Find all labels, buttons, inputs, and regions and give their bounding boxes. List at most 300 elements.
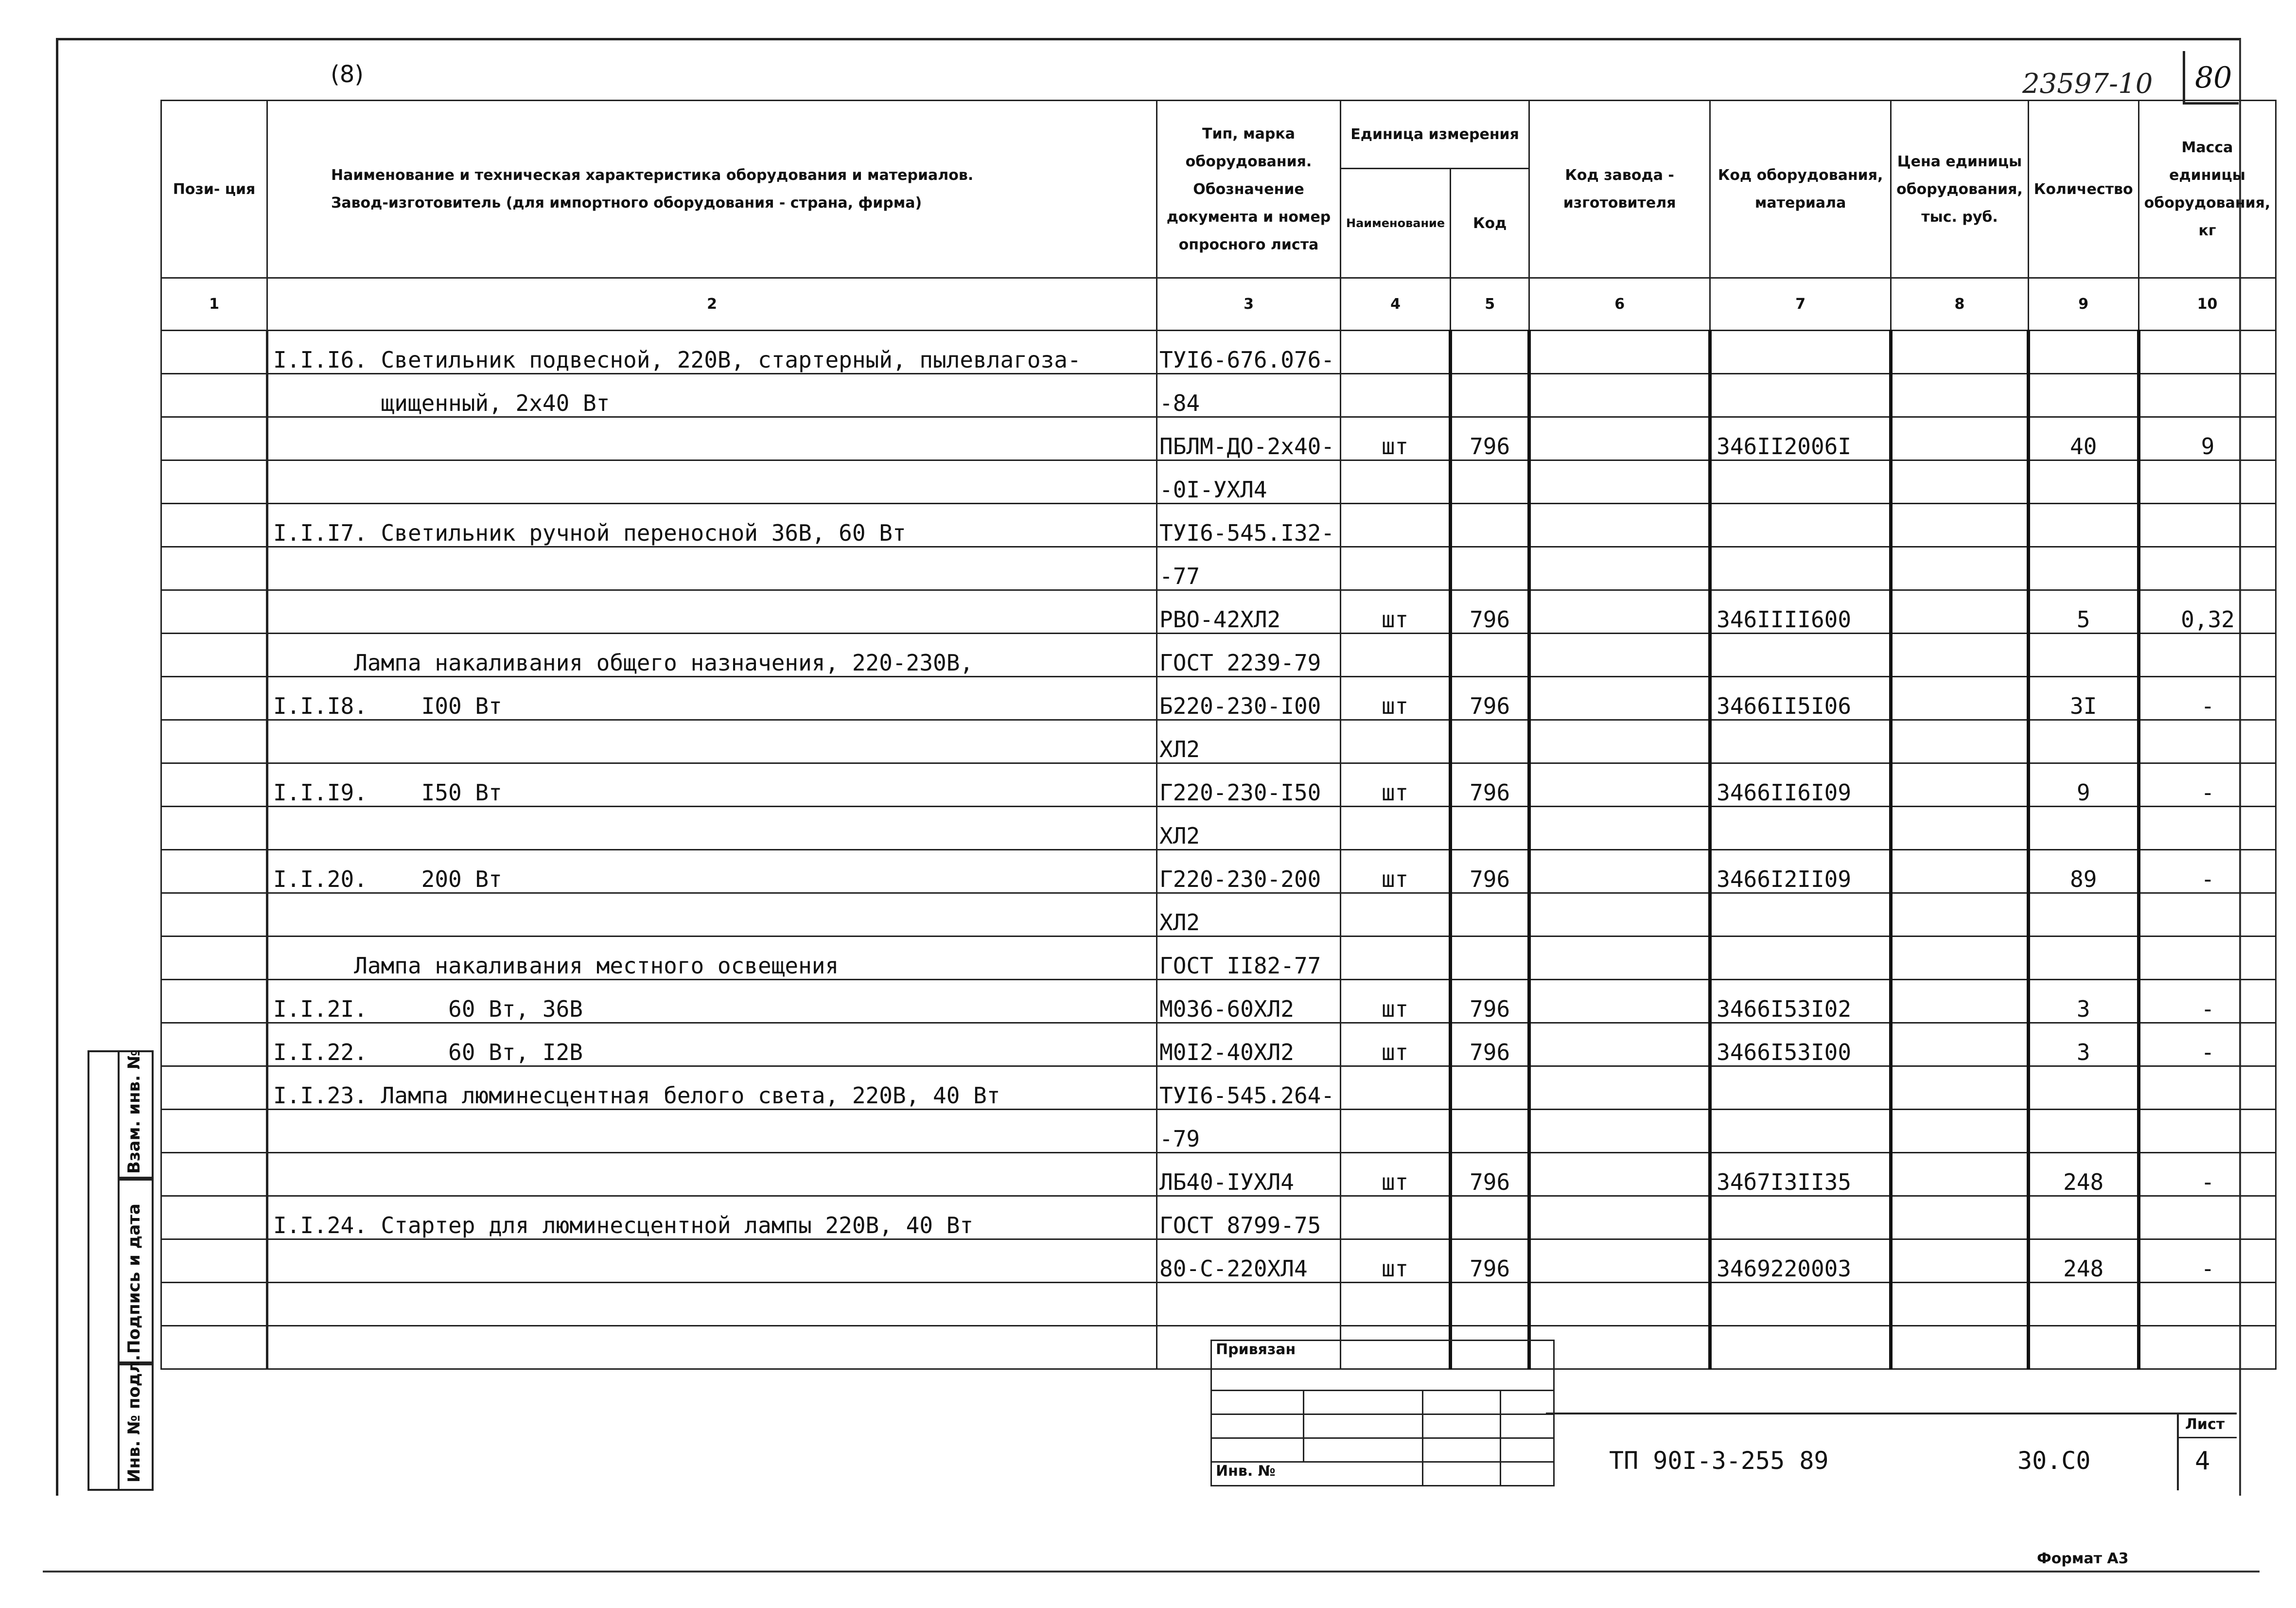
cell-equipment-code bbox=[1710, 807, 1891, 850]
cell-mass bbox=[2138, 460, 2276, 504]
cell-unit: шт bbox=[1341, 980, 1451, 1023]
cell-price bbox=[1891, 1283, 2029, 1326]
header-unit-name: Наименование bbox=[1341, 169, 1451, 278]
cell-name bbox=[267, 590, 1157, 634]
cell-unit-code: 796 bbox=[1451, 677, 1529, 720]
cell-equipment-code bbox=[1710, 504, 1891, 547]
cell-type: -84 bbox=[1157, 374, 1341, 417]
cell-price bbox=[1891, 980, 2029, 1023]
cell-equipment-code bbox=[1710, 460, 1891, 504]
cell-unit-code bbox=[1451, 460, 1529, 504]
cell-qty: 3 bbox=[2028, 980, 2138, 1023]
cell-pos bbox=[161, 460, 267, 504]
col-num-4: 4 bbox=[1341, 278, 1451, 331]
table-row bbox=[161, 1196, 2276, 1239]
cell-mass: - bbox=[2138, 1023, 2276, 1066]
side-stamp-column bbox=[88, 1050, 120, 1491]
header-factory-code: Код завода - изготовителя bbox=[1529, 101, 1710, 278]
cell-factory-code bbox=[1529, 634, 1710, 677]
cell-type: 80-С-220ХЛ4 bbox=[1157, 1239, 1341, 1283]
cell-mass bbox=[2138, 807, 2276, 850]
cell-equipment-code bbox=[1710, 720, 1891, 763]
table-row bbox=[161, 1283, 2276, 1326]
side-stamp-inv-podl bbox=[118, 1354, 154, 1491]
cell-name: щищенный, 2х40 Вт bbox=[267, 374, 1157, 417]
cell-pos bbox=[161, 763, 267, 807]
cell-equipment-code bbox=[1710, 374, 1891, 417]
cell-unit-code bbox=[1451, 1196, 1529, 1239]
stamp-cell bbox=[1211, 1414, 1304, 1438]
cell-mass bbox=[2138, 504, 2276, 547]
cell-pos bbox=[161, 590, 267, 634]
cell-equipment-code: 346IIII600 bbox=[1710, 590, 1891, 634]
cell-mass bbox=[2138, 1066, 2276, 1110]
cell-mass: 9 bbox=[2138, 417, 2276, 460]
cell-factory-code bbox=[1529, 547, 1710, 590]
cell-qty bbox=[2028, 1196, 2138, 1239]
side-label-sign-date: Подпись и дата bbox=[124, 1203, 144, 1354]
cell-unit bbox=[1341, 1066, 1451, 1110]
cell-factory-code bbox=[1529, 850, 1710, 893]
cell-equipment-code bbox=[1710, 1066, 1891, 1110]
table-row bbox=[161, 893, 2276, 937]
cell-type: ГОСТ 8799-75 bbox=[1157, 1196, 1341, 1239]
sheet-number: 4 bbox=[2195, 1447, 2210, 1476]
col-num-7: 7 bbox=[1710, 278, 1891, 331]
cell-equipment-code bbox=[1710, 1110, 1891, 1153]
col-num-5: 5 bbox=[1451, 278, 1529, 331]
stamp-cell bbox=[1304, 1438, 1423, 1462]
table-row bbox=[161, 417, 2276, 460]
top-left-number: (8) bbox=[331, 61, 364, 88]
cell-equipment-code: 346II2006I bbox=[1710, 417, 1891, 460]
cell-name bbox=[267, 807, 1157, 850]
header-qty: Количество bbox=[2028, 101, 2138, 278]
cell-type: ТУI6-545.264- bbox=[1157, 1066, 1341, 1110]
cell-qty: 40 bbox=[2028, 417, 2138, 460]
cell-pos bbox=[161, 504, 267, 547]
stamp-cell bbox=[1501, 1438, 1554, 1462]
header-mass: Масса единицы оборудования, кг bbox=[2138, 101, 2276, 278]
format-label: Формат А3 bbox=[2037, 1550, 2129, 1567]
cell-type: ГОСТ 2239-79 bbox=[1157, 634, 1341, 677]
header-type: Тип, марка оборудования. Обозначение документа и номер опросного листа bbox=[1157, 101, 1341, 278]
table-row bbox=[161, 807, 2276, 850]
stamp-cell bbox=[1304, 1391, 1423, 1414]
cell-unit: шт bbox=[1341, 850, 1451, 893]
table-row bbox=[161, 1110, 2276, 1153]
cell-price bbox=[1891, 547, 2029, 590]
cell-name: I.I.I9. I50 Вт bbox=[267, 763, 1157, 807]
side-label-inv-podl: Инв. № подл. bbox=[124, 1354, 144, 1483]
cell-name: I.I.22. 60 Вт, I2В bbox=[267, 1023, 1157, 1066]
cell-unit-code: 796 bbox=[1451, 1239, 1529, 1283]
cell-name: I.I.20. 200 Вт bbox=[267, 850, 1157, 893]
stamp-cell bbox=[1423, 1391, 1501, 1414]
table-row bbox=[161, 634, 2276, 677]
cell-equipment-code: 34б7I3II35 bbox=[1710, 1153, 1891, 1196]
cell-mass bbox=[2138, 893, 2276, 937]
cell-price bbox=[1891, 1196, 2029, 1239]
cell-unit bbox=[1341, 1110, 1451, 1153]
cell-type: ТУI6-676.076- bbox=[1157, 331, 1341, 374]
cell-price bbox=[1891, 417, 2029, 460]
cell-qty bbox=[2028, 807, 2138, 850]
table-row bbox=[161, 504, 2276, 547]
col-num-1: 1 bbox=[161, 278, 267, 331]
cell-unit: шт bbox=[1341, 1153, 1451, 1196]
cell-equipment-code: 3466II6I09 bbox=[1710, 763, 1891, 807]
col-num-9: 9 bbox=[2028, 278, 2138, 331]
cell-pos bbox=[161, 937, 267, 980]
stamp-cell bbox=[1211, 1438, 1304, 1462]
header-price: Цена единицы оборудования, тыс. руб. bbox=[1891, 101, 2029, 278]
table-row bbox=[161, 1023, 2276, 1066]
cell-name bbox=[267, 460, 1157, 504]
cell-pos bbox=[161, 634, 267, 677]
cell-price bbox=[1891, 460, 2029, 504]
cell-factory-code bbox=[1529, 417, 1710, 460]
table-row bbox=[161, 937, 2276, 980]
handwritten-document-number: 23597-10 bbox=[2022, 68, 2153, 100]
table-row bbox=[161, 374, 2276, 417]
cell-mass bbox=[2138, 374, 2276, 417]
cell-unit-code: 796 bbox=[1451, 417, 1529, 460]
cell-unit-code: 796 bbox=[1451, 850, 1529, 893]
cell-factory-code bbox=[1529, 331, 1710, 374]
cell-unit bbox=[1341, 460, 1451, 504]
cell-type: -0I-УХЛ4 bbox=[1157, 460, 1341, 504]
stamp-cell bbox=[1423, 1462, 1501, 1486]
stamp-cell bbox=[1304, 1414, 1423, 1438]
table-row bbox=[161, 460, 2276, 504]
table-row bbox=[161, 850, 2276, 893]
sheet-label: Лист bbox=[2185, 1416, 2225, 1433]
stamp-cell bbox=[1423, 1438, 1501, 1462]
cell-name bbox=[267, 1283, 1157, 1326]
cell-type: ЛБ40-IУХЛ4 bbox=[1157, 1153, 1341, 1196]
table-row bbox=[161, 331, 2276, 374]
cell-price bbox=[1891, 850, 2029, 893]
col-num-8: 8 bbox=[1891, 278, 2029, 331]
header-unit-group: Единица измерения bbox=[1341, 101, 1529, 169]
cell-unit-code bbox=[1451, 1110, 1529, 1153]
cell-equipment-code bbox=[1710, 1326, 1891, 1369]
cell-type: ПБЛМ-ДО-2х40- bbox=[1157, 417, 1341, 460]
cell-unit-code bbox=[1451, 1283, 1529, 1326]
cell-factory-code bbox=[1529, 1239, 1710, 1283]
stamp-cell bbox=[1211, 1391, 1304, 1414]
cell-unit-code bbox=[1451, 331, 1529, 374]
cell-pos bbox=[161, 720, 267, 763]
cell-unit-code bbox=[1451, 720, 1529, 763]
cell-qty bbox=[2028, 1283, 2138, 1326]
cell-type: -77 bbox=[1157, 547, 1341, 590]
cell-type: Б220-230-I00 bbox=[1157, 677, 1341, 720]
cell-price bbox=[1891, 937, 2029, 980]
cell-unit bbox=[1341, 504, 1451, 547]
stamp-cell bbox=[1501, 1391, 1554, 1414]
cell-unit-code: 796 bbox=[1451, 980, 1529, 1023]
col-num-10: 10 bbox=[2138, 278, 2276, 331]
cell-unit-code: 796 bbox=[1451, 1023, 1529, 1066]
cell-unit bbox=[1341, 937, 1451, 980]
cell-equipment-code bbox=[1710, 937, 1891, 980]
cell-qty bbox=[2028, 547, 2138, 590]
cell-name: I.I.I6. Светильник подвесной, 220В, стартерный, пылевлагоза- bbox=[267, 331, 1157, 374]
table-row bbox=[161, 980, 2276, 1023]
cell-price bbox=[1891, 720, 2029, 763]
cell-pos bbox=[161, 547, 267, 590]
stamp-privyazan: Привязан bbox=[1211, 1341, 1554, 1391]
cell-unit-code bbox=[1451, 374, 1529, 417]
cell-unit: шт bbox=[1341, 1023, 1451, 1066]
cell-unit: шт bbox=[1341, 590, 1451, 634]
cell-pos bbox=[161, 850, 267, 893]
cell-type: ХЛ2 bbox=[1157, 893, 1341, 937]
cell-factory-code bbox=[1529, 893, 1710, 937]
table-row bbox=[161, 1153, 2276, 1196]
section-code: 30.С0 bbox=[2017, 1447, 2091, 1475]
cell-pos bbox=[161, 1023, 267, 1066]
cell-name bbox=[267, 1239, 1157, 1283]
table-row bbox=[161, 720, 2276, 763]
cell-name: Лампа накаливания местного освещения bbox=[267, 937, 1157, 980]
cell-name: I.I.23. Лампа люминесцентная белого света, 220В, 40 Вт bbox=[267, 1066, 1157, 1110]
cell-price bbox=[1891, 1326, 2029, 1369]
cell-equipment-code: 3466I2II09 bbox=[1710, 850, 1891, 893]
stamp-cell bbox=[1423, 1414, 1501, 1438]
cell-pos bbox=[161, 1239, 267, 1283]
cell-mass: - bbox=[2138, 980, 2276, 1023]
cell-equipment-code: 3469220003 bbox=[1710, 1239, 1891, 1283]
cell-pos bbox=[161, 417, 267, 460]
cell-qty bbox=[2028, 374, 2138, 417]
cell-unit bbox=[1341, 807, 1451, 850]
binding-stamp bbox=[1210, 1340, 1555, 1486]
cell-qty bbox=[2028, 634, 2138, 677]
cell-mass: - bbox=[2138, 850, 2276, 893]
cell-name bbox=[267, 893, 1157, 937]
cell-equipment-code bbox=[1710, 1196, 1891, 1239]
cell-mass bbox=[2138, 720, 2276, 763]
cell-type: ХЛ2 bbox=[1157, 807, 1341, 850]
cell-price bbox=[1891, 893, 2029, 937]
cell-mass bbox=[2138, 1283, 2276, 1326]
cell-unit bbox=[1341, 374, 1451, 417]
cell-qty: 3 bbox=[2028, 1023, 2138, 1066]
cell-type: ТУI6-545.I32- bbox=[1157, 504, 1341, 547]
cell-unit-code: 796 bbox=[1451, 1153, 1529, 1196]
cell-mass bbox=[2138, 331, 2276, 374]
sheet-label-divider bbox=[2177, 1437, 2237, 1438]
cell-price bbox=[1891, 1066, 2029, 1110]
cell-unit: шт bbox=[1341, 1239, 1451, 1283]
cell-price bbox=[1891, 634, 2029, 677]
cell-price bbox=[1891, 331, 2029, 374]
cell-mass: - bbox=[2138, 1153, 2276, 1196]
cell-unit: шт bbox=[1341, 417, 1451, 460]
cell-name bbox=[267, 1153, 1157, 1196]
cell-factory-code bbox=[1529, 1023, 1710, 1066]
stamp-cell bbox=[1501, 1414, 1554, 1438]
spec-body bbox=[161, 331, 2276, 1369]
cell-factory-code bbox=[1529, 460, 1710, 504]
header-name: Наименование и техническая характеристика оборудования и материалов. Завод-изготовитель (для импортного оборудования - страна, фирма) bbox=[267, 101, 1157, 278]
cell-unit bbox=[1341, 1283, 1451, 1326]
cell-pos bbox=[161, 1196, 267, 1239]
col-num-3: 3 bbox=[1157, 278, 1341, 331]
cell-qty bbox=[2028, 1326, 2138, 1369]
cell-pos bbox=[161, 677, 267, 720]
column-number-row bbox=[161, 278, 2276, 331]
col-num-6: 6 bbox=[1529, 278, 1710, 331]
cell-equipment-code: 3466I53I00 bbox=[1710, 1023, 1891, 1066]
cell-price bbox=[1891, 677, 2029, 720]
cell-name: I.I.I7. Светильник ручной переносной 36В, 60 Вт bbox=[267, 504, 1157, 547]
cell-unit bbox=[1341, 331, 1451, 374]
cell-factory-code bbox=[1529, 1066, 1710, 1110]
cell-factory-code bbox=[1529, 980, 1710, 1023]
cell-factory-code bbox=[1529, 504, 1710, 547]
cell-equipment-code bbox=[1710, 1283, 1891, 1326]
cell-qty: 5 bbox=[2028, 590, 2138, 634]
cell-unit-code bbox=[1451, 504, 1529, 547]
cell-factory-code bbox=[1529, 763, 1710, 807]
cell-mass bbox=[2138, 1110, 2276, 1153]
cell-name bbox=[267, 547, 1157, 590]
cell-price bbox=[1891, 1023, 2029, 1066]
header-row-1 bbox=[161, 101, 2276, 169]
cell-unit-code bbox=[1451, 1066, 1529, 1110]
cell-factory-code bbox=[1529, 590, 1710, 634]
cell-unit-code bbox=[1451, 547, 1529, 590]
cell-qty bbox=[2028, 460, 2138, 504]
cell-unit: шт bbox=[1341, 677, 1451, 720]
cell-mass bbox=[2138, 1326, 2276, 1369]
cell-qty bbox=[2028, 937, 2138, 980]
cell-qty: 9 bbox=[2028, 763, 2138, 807]
side-stamp-sign-date bbox=[118, 1177, 154, 1365]
cell-equipment-code: 3466I53I02 bbox=[1710, 980, 1891, 1023]
stamp-inv-no: Инв. № bbox=[1211, 1462, 1423, 1486]
cell-unit bbox=[1341, 893, 1451, 937]
cell-unit-code: 796 bbox=[1451, 590, 1529, 634]
cell-qty: 89 bbox=[2028, 850, 2138, 893]
cell-qty bbox=[2028, 720, 2138, 763]
cell-type: М0I2-40ХЛ2 bbox=[1157, 1023, 1341, 1066]
cell-name bbox=[267, 1110, 1157, 1153]
cell-qty bbox=[2028, 331, 2138, 374]
cell-factory-code bbox=[1529, 1283, 1710, 1326]
stamp-cell bbox=[1501, 1462, 1554, 1486]
cell-unit-code: 796 bbox=[1451, 763, 1529, 807]
cell-equipment-code bbox=[1710, 634, 1891, 677]
cell-pos bbox=[161, 1110, 267, 1153]
cell-qty: 248 bbox=[2028, 1239, 2138, 1283]
cell-factory-code bbox=[1529, 1326, 1710, 1369]
cell-mass bbox=[2138, 634, 2276, 677]
table-row bbox=[161, 763, 2276, 807]
table-row bbox=[161, 677, 2276, 720]
table-row bbox=[161, 547, 2276, 590]
cell-pos bbox=[161, 374, 267, 417]
cell-name bbox=[267, 417, 1157, 460]
equipment-spec-table bbox=[160, 100, 2277, 1370]
cell-price bbox=[1891, 807, 2029, 850]
cell-mass bbox=[2138, 1196, 2276, 1239]
cell-qty bbox=[2028, 1110, 2138, 1153]
cell-mass bbox=[2138, 547, 2276, 590]
cell-pos bbox=[161, 807, 267, 850]
table-row bbox=[161, 590, 2276, 634]
cell-mass: - bbox=[2138, 1239, 2276, 1283]
cell-unit-code bbox=[1451, 807, 1529, 850]
cell-price bbox=[1891, 1110, 2029, 1153]
cell-equipment-code bbox=[1710, 893, 1891, 937]
cell-unit-code bbox=[1451, 634, 1529, 677]
cell-factory-code bbox=[1529, 677, 1710, 720]
cell-unit-code bbox=[1451, 893, 1529, 937]
side-label-inv-vzam: Взам. инв. № bbox=[124, 1049, 144, 1174]
cell-qty: 248 bbox=[2028, 1153, 2138, 1196]
cell-factory-code bbox=[1529, 1153, 1710, 1196]
cell-name: Лампа накаливания общего назначения, 220-230В, bbox=[267, 634, 1157, 677]
cell-name: I.I.I8. I00 Вт bbox=[267, 677, 1157, 720]
cell-mass: 0,32 bbox=[2138, 590, 2276, 634]
cell-equipment-code: 3466II5I06 bbox=[1710, 677, 1891, 720]
cell-price bbox=[1891, 504, 2029, 547]
cell-equipment-code bbox=[1710, 547, 1891, 590]
cell-qty: 3I bbox=[2028, 677, 2138, 720]
cell-pos bbox=[161, 1153, 267, 1196]
cell-pos bbox=[161, 1283, 267, 1326]
cell-factory-code bbox=[1529, 1196, 1710, 1239]
cell-equipment-code bbox=[1710, 331, 1891, 374]
cell-factory-code bbox=[1529, 807, 1710, 850]
header-equipment-code: Код оборудования, материала bbox=[1710, 101, 1891, 278]
cell-pos bbox=[161, 1066, 267, 1110]
cell-unit bbox=[1341, 547, 1451, 590]
cell-pos bbox=[161, 1326, 267, 1369]
table-row bbox=[161, 1239, 2276, 1283]
page-number: 80 bbox=[2195, 61, 2232, 95]
cell-unit bbox=[1341, 634, 1451, 677]
cell-type: Г220-230-I50 bbox=[1157, 763, 1341, 807]
cell-qty bbox=[2028, 1066, 2138, 1110]
cell-type: РВО-42ХЛ2 bbox=[1157, 590, 1341, 634]
cell-price bbox=[1891, 590, 2029, 634]
cell-factory-code bbox=[1529, 1110, 1710, 1153]
cell-type: ХЛ2 bbox=[1157, 720, 1341, 763]
stamp-main-field bbox=[1546, 1413, 2237, 1414]
cell-unit: шт bbox=[1341, 763, 1451, 807]
cell-type: -79 bbox=[1157, 1110, 1341, 1153]
cell-factory-code bbox=[1529, 720, 1710, 763]
cell-unit bbox=[1341, 720, 1451, 763]
side-stamp-inv-vzam bbox=[118, 1050, 154, 1181]
cell-unit bbox=[1341, 1196, 1451, 1239]
cell-name: I.I.2I. 60 Вт, 36В bbox=[267, 980, 1157, 1023]
cell-unit-code bbox=[1451, 937, 1529, 980]
cell-pos bbox=[161, 980, 267, 1023]
cell-type: М036-60ХЛ2 bbox=[1157, 980, 1341, 1023]
cell-pos bbox=[161, 331, 267, 374]
cell-qty bbox=[2028, 504, 2138, 547]
header-pos: Пози- ция bbox=[161, 101, 267, 278]
cell-name bbox=[267, 720, 1157, 763]
cell-type: ГОСТ II82-77 bbox=[1157, 937, 1341, 980]
